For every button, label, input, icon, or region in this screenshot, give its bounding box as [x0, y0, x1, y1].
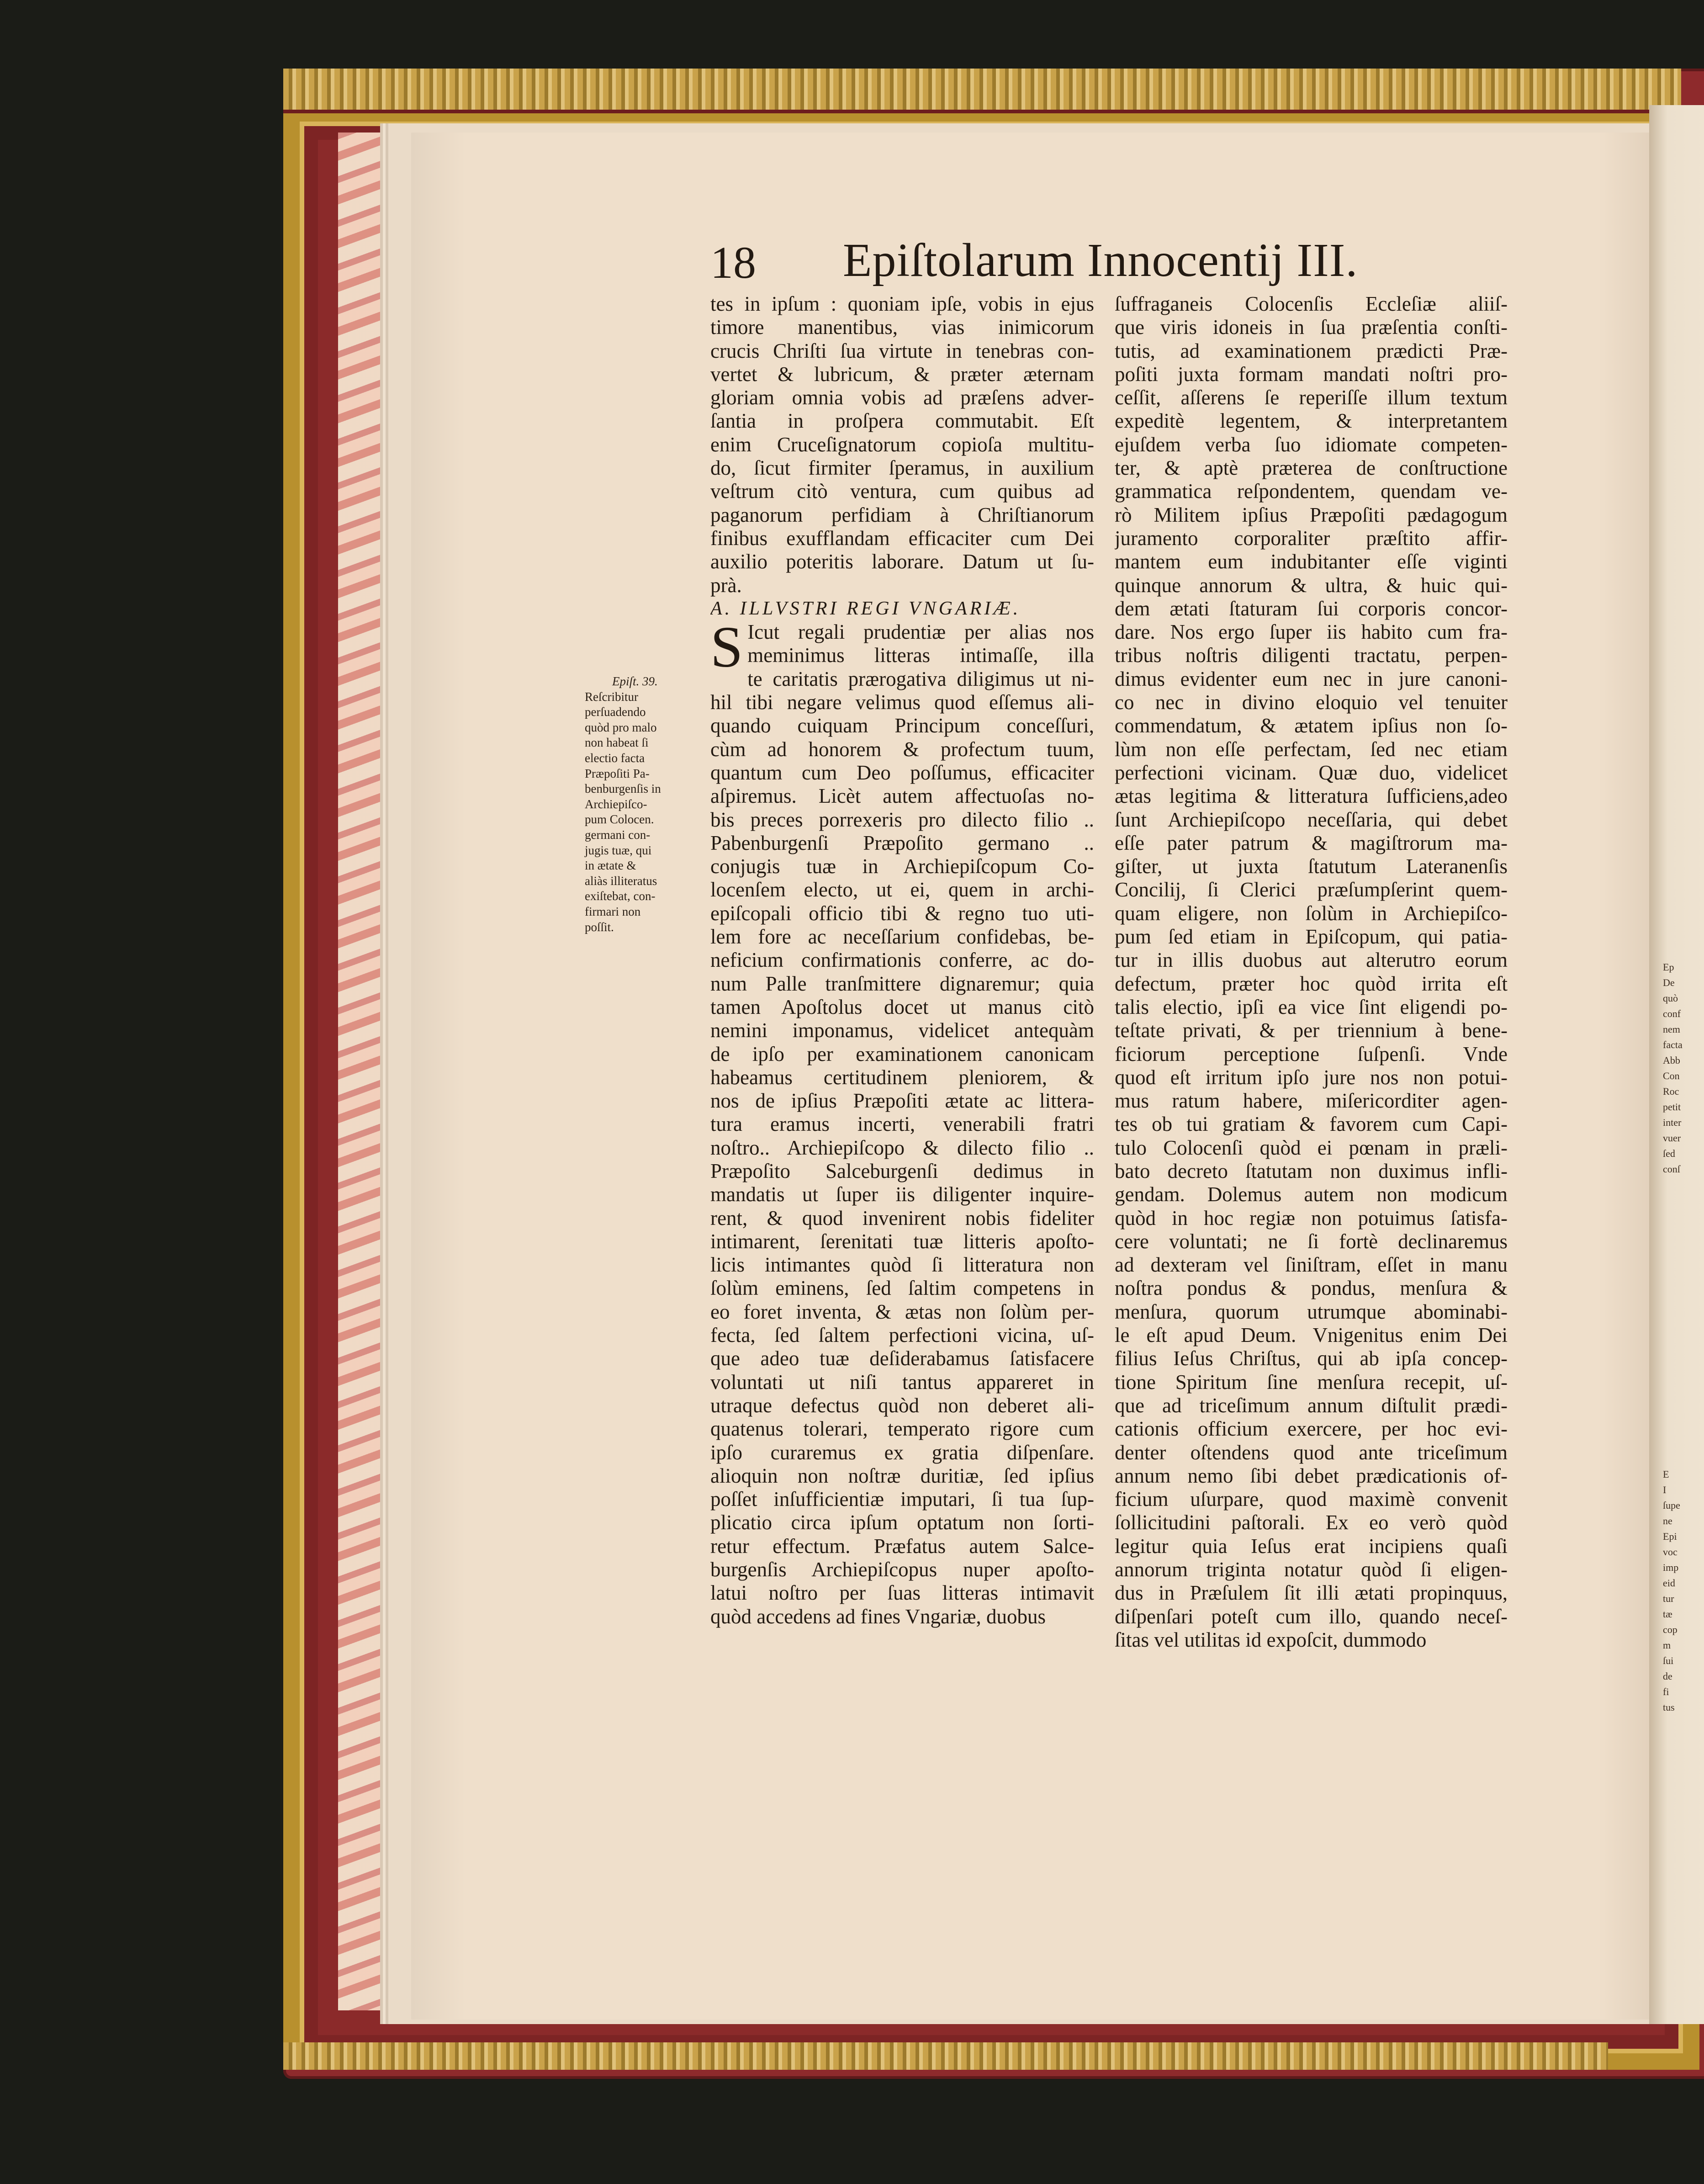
text-line: finibus exufflandam efficaciter cum Dei [710, 526, 1094, 550]
text-line: co nec in divino eloquio vel tenuiter [1115, 691, 1508, 714]
margin-fragment: inter [1663, 1117, 1682, 1128]
right-page-margin-note-1 [1663, 959, 1683, 1177]
text-line: dare. Nos ergo ſuper iis habito cum fra- [1115, 620, 1508, 644]
text-line: rent, & quod invenirent nobis fideliter [710, 1206, 1094, 1230]
margin-note-line: Archiepiſco- [585, 797, 647, 811]
margin-note-line: non habeat ſi [585, 736, 649, 750]
text-line: ætas legitima & litteratura ſufficiens,adeo [1115, 785, 1508, 808]
text-line: aſpiremus. Licèt autem affectuoſas no- [710, 785, 1094, 808]
text-line: enim Cruceſignatorum copioſa multitu- [710, 433, 1094, 456]
margin-fragment: petit [1663, 1101, 1681, 1113]
margin-fragment: fi [1663, 1686, 1669, 1697]
letter-end-paragraph [710, 292, 1094, 597]
text-line: poſiti juxta formam mandati noſtri pro- [1115, 362, 1508, 386]
margin-note-line: firmari non [585, 904, 641, 918]
text-line: Concilij, ſi Clerici præſumpſerint quem- [1115, 878, 1508, 901]
right-page-margin-note-2 [1663, 1467, 1680, 1715]
margin-note-line: pum Colocen. [585, 812, 654, 827]
text-line: juramento corporaliter præſtito affir- [1115, 526, 1508, 550]
text-line: paganorum perfidiam à Chriſtianorum [710, 503, 1094, 526]
text-line: hil tibi negare velimus quod eſſemus ali- [710, 691, 1094, 714]
text-line: cùm ad honorem & profectum tuum, [710, 737, 1094, 761]
text-line: timore manentibus, vias inimicorum [710, 316, 1094, 339]
text-line: ſunt Archiepiſcopo neceſſaria, qui debet [1115, 808, 1508, 831]
text-line: denter oſtendens quod ante triceſimum [1115, 1441, 1508, 1464]
text-line: tutis, ad examinationem prædicti Præ- [1115, 339, 1508, 362]
margin-fragment: ſui [1663, 1655, 1674, 1666]
margin-note-line: germani con- [585, 827, 651, 842]
text-line: tione Spiritum ſine menſura recepit, uſ- [1115, 1370, 1508, 1394]
margin-fragment: facta [1663, 1039, 1683, 1050]
margin-fragment: voc [1663, 1546, 1678, 1558]
margin-fragment: conf [1663, 1008, 1681, 1019]
margin-fragment: Ep [1663, 961, 1674, 973]
text-line: cere voluntati; ne ſi fortè declinaremus [1115, 1230, 1508, 1253]
text-line: conjugis tuæ in Archiepiſcopum Co- [710, 855, 1094, 878]
page-number: 18 [710, 237, 756, 288]
text-line: quam eligere, non ſolùm in Archiepiſco- [1115, 901, 1508, 925]
right-page-edge [1649, 105, 1704, 2024]
text-line: ter, & aptè præterea de conſtructione [1115, 456, 1508, 480]
text-line: ſitas vel utilitas id expoſcit, dummodo [1115, 1628, 1427, 1651]
text-line: tes ob tui gratiam & favorem cum Capi- [1115, 1113, 1508, 1136]
text-line: quòd accedens ad fines Vngariæ, duobus [710, 1605, 1046, 1628]
text-line: annum nemo ſibi debet prædicationis of- [1115, 1464, 1508, 1487]
text-line: de ipſo per examinationem canonicam [710, 1042, 1094, 1065]
text-line: annorum triginta notatur quòd ſi eligen- [1115, 1558, 1508, 1581]
text-line: ſollicitudini paſtorali. Ex eo verò quòd [1115, 1511, 1508, 1534]
margin-fragment: cop [1663, 1624, 1678, 1635]
margin-fragment: ſupe [1663, 1500, 1680, 1511]
margin-note-line: quòd pro malo [585, 720, 657, 734]
text-line: gloriam omnia vobis ad præſens adver- [710, 386, 1094, 409]
text-line: ficium uſurpare, quod maximè convenit [1115, 1488, 1508, 1511]
margin-fragment: imp [1663, 1562, 1679, 1573]
text-line: crucis Chriſti ſua virtute in tenebras con- [710, 339, 1094, 362]
text-line: rò Militem ipſius Præpoſiti pædagogum [1115, 503, 1508, 526]
margin-fragment: m [1663, 1639, 1671, 1651]
margin-fragment: Epi [1663, 1531, 1677, 1542]
text-line: bato decreto ſtatutam non duximus infli- [1115, 1159, 1508, 1182]
text-line: noſtra pondus & pondus, menſura & [1115, 1277, 1508, 1300]
text-line: dem ætati ſtaturam ſui corporis concor- [1115, 597, 1508, 620]
margin-fragment: nem [1663, 1023, 1680, 1035]
text-line: locenſem electo, ut ei, quem in archi- [710, 878, 1094, 901]
text-line: veſtrum citò ventura, cum quibus ad [710, 480, 1094, 503]
letter-heading: A. ILLVSTRI REGI VNGARIÆ. [710, 598, 1021, 619]
text-line: tes in ipſum : quoniam ipſe, vobis in ejus [710, 292, 1094, 315]
text-line: prà. [710, 573, 742, 597]
text-line: bis preces porrexeris pro dilecto filio .. [710, 808, 1094, 831]
text-line: poſſet inſufficientiæ imputari, ſi tua ſup- [710, 1488, 1094, 1511]
text-line: num Palle tranſmittere dignaremur; quia [710, 972, 1094, 995]
margin-note-line: electio facta [585, 751, 645, 765]
text-line: meminimus litteras intimaſſe, illa [747, 644, 1094, 667]
margin-fragment: tur [1663, 1593, 1674, 1604]
text-line: Pabenburgenſi Præpoſito germano .. [710, 831, 1094, 854]
text-line: mantem eum indubitanter eſſe viginti [1115, 550, 1508, 573]
margin-note-line: poſſit. [585, 920, 614, 934]
margin-note-line: exiſtebat, con- [585, 889, 656, 903]
text-line: quinque annorum & ultra, & huic qui- [1115, 573, 1508, 597]
text-line: commendatum, & ætatem ipſius non ſo- [1115, 714, 1508, 737]
text-line: ipſo curaremus ex gratia diſpenſare. [710, 1441, 1094, 1464]
margin-fragment: Abb [1663, 1055, 1680, 1066]
margin-fragment: conſ [1663, 1163, 1680, 1175]
margin-note-line: perſuadendo [585, 705, 646, 719]
text-line: quòd in hoc regiæ non potuimus ſatisfa- [1115, 1206, 1508, 1230]
margin-fragment: De [1663, 977, 1675, 988]
text-line: filius Ieſus Chriſtus, qui ab ipſa concep- [1115, 1347, 1508, 1370]
text-line: Icut regali prudentiæ per alias nos [747, 620, 1094, 644]
text-line: latui noſtro per ſuas litteras intimavit [710, 1581, 1094, 1605]
text-line: eſſe pater patrum & magiſtrorum ma- [1115, 831, 1508, 854]
text-line: tribus noſtris diligenti tractatu, perpen- [1115, 644, 1508, 667]
text-line: ſolùm eminens, ſed ſaltim competens in [710, 1277, 1094, 1300]
text-line: ſuffraganeis Colocenſis Eccleſiæ aliiſ- [1115, 292, 1508, 315]
gilt-edge-top [283, 69, 1681, 113]
text-line: le eſt apud Deum. Vnigenitus enim Dei [1115, 1324, 1508, 1347]
text-line: gendam. Dolemus autem non modicum [1115, 1183, 1508, 1206]
margin-fragment: ne [1663, 1515, 1672, 1527]
text-line: ceſſit, aſſerens ſe reperiſſe illum textum [1115, 386, 1508, 409]
drop-capital: S [710, 615, 743, 680]
margin-note-line: aliàs illiteratus [585, 874, 657, 888]
letter-body [710, 615, 1094, 1628]
text-line: cationis officium exercere, per hoc evi- [1115, 1417, 1508, 1441]
text-line: neficium confirmationis conferre, ac do- [710, 949, 1094, 972]
text-line: mandatis ut ſuper iis diligenter inquire- [710, 1183, 1094, 1206]
text-line: tamen Apoſtolus docet ut manus citò [710, 995, 1094, 1018]
text-line: noſtro.. Archiepiſcopo & dilecto filio .. [710, 1136, 1094, 1159]
text-line: talis electio, ipſi ea vice ſint eligendi po- [1115, 995, 1508, 1018]
text-line: licis intimantes quòd ſi litteratura non [710, 1253, 1094, 1277]
text-line: quantum cum Deo poſſumus, efficaciter [710, 761, 1094, 784]
text-line: dimus evidenter eum nec in jure canoni- [1115, 667, 1508, 690]
text-line: utraque defectus quòd non deberet ali- [710, 1394, 1094, 1417]
text-line: que adeo tuæ deſiderabamus ſatisfacere [710, 1347, 1094, 1370]
text-line: que viris idoneis in ſua præſentia conſti- [1115, 316, 1508, 339]
text-line: epiſcopali officio tibi & regno tuo uti- [710, 901, 1094, 925]
margin-note [585, 674, 708, 935]
text-column-left [710, 292, 1094, 1628]
margin-fragment: quò [1663, 992, 1678, 1004]
margin-fragment: tus [1663, 1702, 1675, 1713]
text-line: retur effectum. Præfatus autem Salce- [710, 1534, 1094, 1558]
margin-fragment: vuer [1663, 1132, 1681, 1144]
text-line: tulo Colocenſi quòd ei pœnam in præli- [1115, 1136, 1508, 1159]
text-line: perfectioni vicinam. Quæ duo, videlicet [1115, 761, 1508, 784]
text-line: do, ſicut firmiter ſperamus, in auxilium [710, 456, 1094, 480]
text-line: menſura, quorum utrumque abominabi- [1115, 1300, 1508, 1323]
text-line: legitur quia Ieſus erat incipiens quaſi [1115, 1534, 1508, 1558]
text-line: defectum, præter hoc quòd irrita eſt [1115, 972, 1508, 995]
running-title: Epiſtolarum Innocentij III. [843, 234, 1358, 286]
margin-fragment: Roc [1663, 1086, 1679, 1097]
text-line: expeditè legentem, & interpretantem [1115, 409, 1508, 433]
text-line: ſantia in proſpera commutabit. Eſt [710, 409, 1094, 433]
margin-fragment: ſed [1663, 1148, 1675, 1159]
text-line: eo foret inventa, & ætas non ſolùm per- [710, 1300, 1094, 1323]
text-line: fecta, ſed ſaltem perfectioni vicina, uſ- [710, 1324, 1094, 1347]
text-line: nemini imponamus, videlicet antequàm [710, 1019, 1094, 1042]
text-line: tura eramus incerti, venerabili fratri [710, 1113, 1094, 1136]
text-line: pum ſed etiam in Epiſcopum, qui patia- [1115, 925, 1508, 949]
text-line: diſpenſari poteſt cum illo, quando neceſ- [1115, 1605, 1508, 1628]
gilt-edge-bottom [283, 2042, 1608, 2070]
text-line: quatenus tolerari, temperato rigore cum [710, 1417, 1094, 1441]
text-line: quod eſt irritum ipſo jure nos non potui- [1115, 1065, 1508, 1089]
margin-note-line: benburgenſis in [585, 782, 661, 796]
margin-fragment: I [1663, 1484, 1667, 1495]
text-line: quando cuiquam Principum conceſſuri, [710, 714, 1094, 737]
text-line: ad dexteram vel ſiniſtram, eſſet in manu [1115, 1253, 1508, 1277]
text-line: plicatio circa ipſum optatum non ſorti- [710, 1511, 1094, 1534]
margin-fragment: Con [1663, 1070, 1680, 1081]
text-line: alioquin non noſtræ duritiæ, ſed ipſius [710, 1464, 1094, 1487]
text-line: intimarent, ſerenitati tuæ litteris apoſto- [710, 1230, 1094, 1253]
text-line: teſtate privati, & per triennium à bene- [1115, 1019, 1508, 1042]
text-line: vertet & lubricum, & præter æternam [710, 362, 1094, 386]
margin-fragment: E [1663, 1468, 1669, 1480]
text-line: lem fore ac neceſſarium confidebas, be- [710, 925, 1094, 949]
text-line: que ad triceſimum annum diſtulit prædi- [1115, 1394, 1508, 1417]
text-line: Præpoſito Salceburgenſi dedimus in [710, 1159, 1094, 1182]
text-line: tur in illis duobus aut alterutro eorum [1115, 949, 1508, 972]
text-line: auxilio poteritis laborare. Datum ut ſu- [710, 550, 1094, 573]
text-line: grammatica reſpondentem, quendam ve- [1115, 480, 1508, 503]
text-line: mus ratum habere, miſericorditer agen- [1115, 1089, 1508, 1113]
epistle-reference: Epiſt. 39. [612, 674, 658, 688]
text-line: dus in Præſulem ſit illi ætati propinquus, [1115, 1581, 1508, 1605]
text-line: burgenſis Archiepiſcopus nuper apoſto- [710, 1558, 1094, 1581]
margin-fragment: tæ [1663, 1608, 1672, 1620]
text-line: te caritatis prærogativa diligimus ut ni- [747, 667, 1094, 690]
margin-note-line: Præpoſiti Pa- [585, 766, 650, 780]
margin-note-line: in ætate & [585, 859, 636, 873]
text-line: ejuſdem verba ſuo idiomate competen- [1115, 433, 1508, 456]
margin-note-line: jugis tuæ, qui [585, 843, 652, 857]
text-line: voluntati ut niſi tantus appareret in [710, 1370, 1094, 1394]
text-line: habeamus certitudinem pleniorem, & [710, 1065, 1094, 1089]
margin-note-line: Reſcribitur [585, 689, 638, 704]
text-line: nos de ipſius Præpoſiti ætate ac littera- [710, 1089, 1094, 1113]
text-line: giſter, ut juxta ſtatutum Lateranenſis [1115, 855, 1508, 878]
text-line: ficiorum perceptione ſuſpenſi. Vnde [1115, 1042, 1508, 1065]
text-line: lùm non eſſe perfectam, ſed nec etiam [1115, 737, 1508, 761]
margin-fragment: de [1663, 1670, 1672, 1682]
margin-fragment: eid [1663, 1577, 1675, 1589]
text-column-right [1115, 292, 1508, 1652]
